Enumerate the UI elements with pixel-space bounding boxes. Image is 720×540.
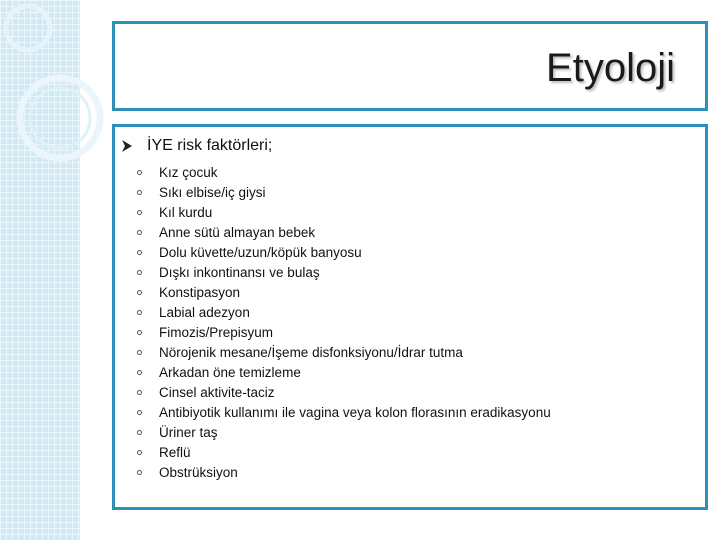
arrow-bullet-icon xyxy=(121,139,133,153)
list-item xyxy=(137,442,551,462)
list-item xyxy=(137,262,551,282)
list-item xyxy=(137,282,551,302)
list-item xyxy=(137,462,551,482)
list-item-text: Konstipasyon xyxy=(159,284,241,300)
hollow-circle-bullet-icon xyxy=(137,410,142,415)
list-item xyxy=(137,302,551,322)
risk-factor-list xyxy=(137,162,551,482)
list-item-text: Labial adezyon xyxy=(159,304,250,320)
hollow-circle-bullet-icon xyxy=(137,350,142,355)
list-item xyxy=(137,222,551,242)
list-item xyxy=(137,382,551,402)
hollow-circle-bullet-icon xyxy=(137,310,142,315)
list-item-text: Kız çocuk xyxy=(159,164,218,180)
section-heading: İYE risk faktörleri; xyxy=(147,137,273,154)
list-item-text: Cinsel aktivite-taciz xyxy=(159,384,275,400)
hollow-circle-bullet-icon xyxy=(137,430,142,435)
list-item-text: Obstrüksiyon xyxy=(159,464,238,480)
list-item xyxy=(137,422,551,442)
list-item xyxy=(137,322,551,342)
hollow-circle-bullet-icon xyxy=(137,290,142,295)
hollow-circle-bullet-icon xyxy=(137,250,142,255)
list-item-text: Nörojenik mesane/İşeme disfonksiyonu/İdrar tutma xyxy=(159,344,463,360)
hollow-circle-bullet-icon xyxy=(137,330,142,335)
list-item xyxy=(137,342,551,362)
content-frame xyxy=(112,124,708,510)
list-item-text: Antibiyotik kullanımı ile vagina veya kolon florasının eradikasyonu xyxy=(159,404,551,420)
list-item-text: Dolu küvette/uzun/köpük banyosu xyxy=(159,244,362,260)
list-item-text: Reflü xyxy=(159,444,191,460)
hollow-circle-bullet-icon xyxy=(137,170,142,175)
list-item xyxy=(137,362,551,382)
section-heading-row xyxy=(121,137,272,155)
list-item xyxy=(137,202,551,222)
slide-title: Etyoloji xyxy=(546,46,675,90)
hollow-circle-bullet-icon xyxy=(137,210,142,215)
hollow-circle-bullet-icon xyxy=(137,270,142,275)
list-item-text: Üriner taş xyxy=(159,424,218,440)
list-item-text: Fimozis/Prepisyum xyxy=(159,324,274,340)
list-item xyxy=(137,402,551,422)
list-item xyxy=(137,182,551,202)
title-frame xyxy=(112,21,708,111)
list-item-text: Kıl kurdu xyxy=(159,204,213,220)
list-item-text: Dışkı inkontinansı ve bulaş xyxy=(159,264,320,280)
hollow-circle-bullet-icon xyxy=(137,390,142,395)
list-item xyxy=(137,242,551,262)
list-item xyxy=(137,162,551,182)
list-item-text: Arkadan öne temizleme xyxy=(159,364,301,380)
hollow-circle-bullet-icon xyxy=(137,450,142,455)
list-item-text: Anne sütü almayan bebek xyxy=(159,224,316,240)
hollow-circle-bullet-icon xyxy=(137,470,142,475)
hollow-circle-bullet-icon xyxy=(137,230,142,235)
hollow-circle-bullet-icon xyxy=(137,190,142,195)
hollow-circle-bullet-icon xyxy=(137,370,142,375)
list-item-text: Sıkı elbise/iç giysi xyxy=(159,184,266,200)
